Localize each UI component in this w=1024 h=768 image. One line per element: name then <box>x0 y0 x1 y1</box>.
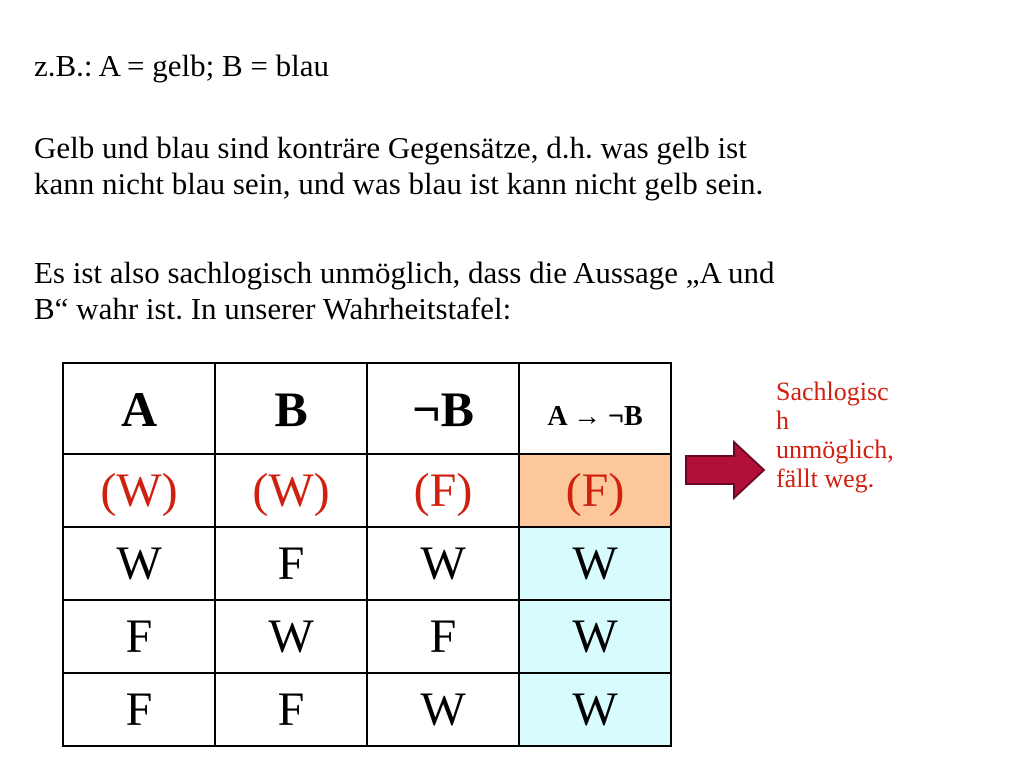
table-row <box>63 600 671 673</box>
impossible-note <box>776 377 946 493</box>
header-b: B <box>215 363 367 454</box>
note-line-1: Sachlogisc <box>776 377 889 406</box>
table-cell: (F) <box>367 454 519 527</box>
header-a-implies-not-b: A → ¬B <box>519 363 671 454</box>
table-cell: F <box>63 600 215 673</box>
conclusion-line-2: B“ wahr ist. In unserer Wahrheitstafel: <box>34 291 512 326</box>
table-cell: F <box>215 527 367 600</box>
example-text: z.B.: A = gelb; B = blau <box>34 48 330 83</box>
table-cell-result: W <box>519 600 671 673</box>
table-cell: W <box>367 673 519 746</box>
note-line-3: unmöglich, <box>776 435 894 464</box>
table-header-row <box>63 363 671 454</box>
table-cell: F <box>367 600 519 673</box>
table-cell: W <box>63 527 215 600</box>
table-cell: (W) <box>63 454 215 527</box>
truth-table <box>62 362 672 747</box>
contrary-line-2: kann nicht blau sein, und was blau ist kann nicht gelb sein. <box>34 166 764 201</box>
header-not-b: ¬B <box>367 363 519 454</box>
table-cell: F <box>215 673 367 746</box>
note-line-2: h <box>776 406 789 435</box>
right-arrow-icon <box>684 438 768 502</box>
table-cell: F <box>63 673 215 746</box>
table-cell-result: W <box>519 673 671 746</box>
table-cell: W <box>215 600 367 673</box>
table-row <box>63 527 671 600</box>
table-cell: W <box>367 527 519 600</box>
contrary-line-1: Gelb und blau sind konträre Gegensätze, d.h. was gelb ist <box>34 130 747 165</box>
table-cell-result: W <box>519 527 671 600</box>
note-line-4: fällt weg. <box>776 464 875 493</box>
table-cell: (W) <box>215 454 367 527</box>
contrary-paragraph <box>34 130 1014 202</box>
table-cell-result: (F) <box>519 454 671 527</box>
conclusion-line-1: Es ist also sachlogisch unmöglich, dass die Aussage „A und <box>34 255 775 290</box>
header-a: A <box>63 363 215 454</box>
conclusion-paragraph <box>34 255 1014 327</box>
table-row <box>63 673 671 746</box>
table-row-impossible <box>63 454 671 527</box>
